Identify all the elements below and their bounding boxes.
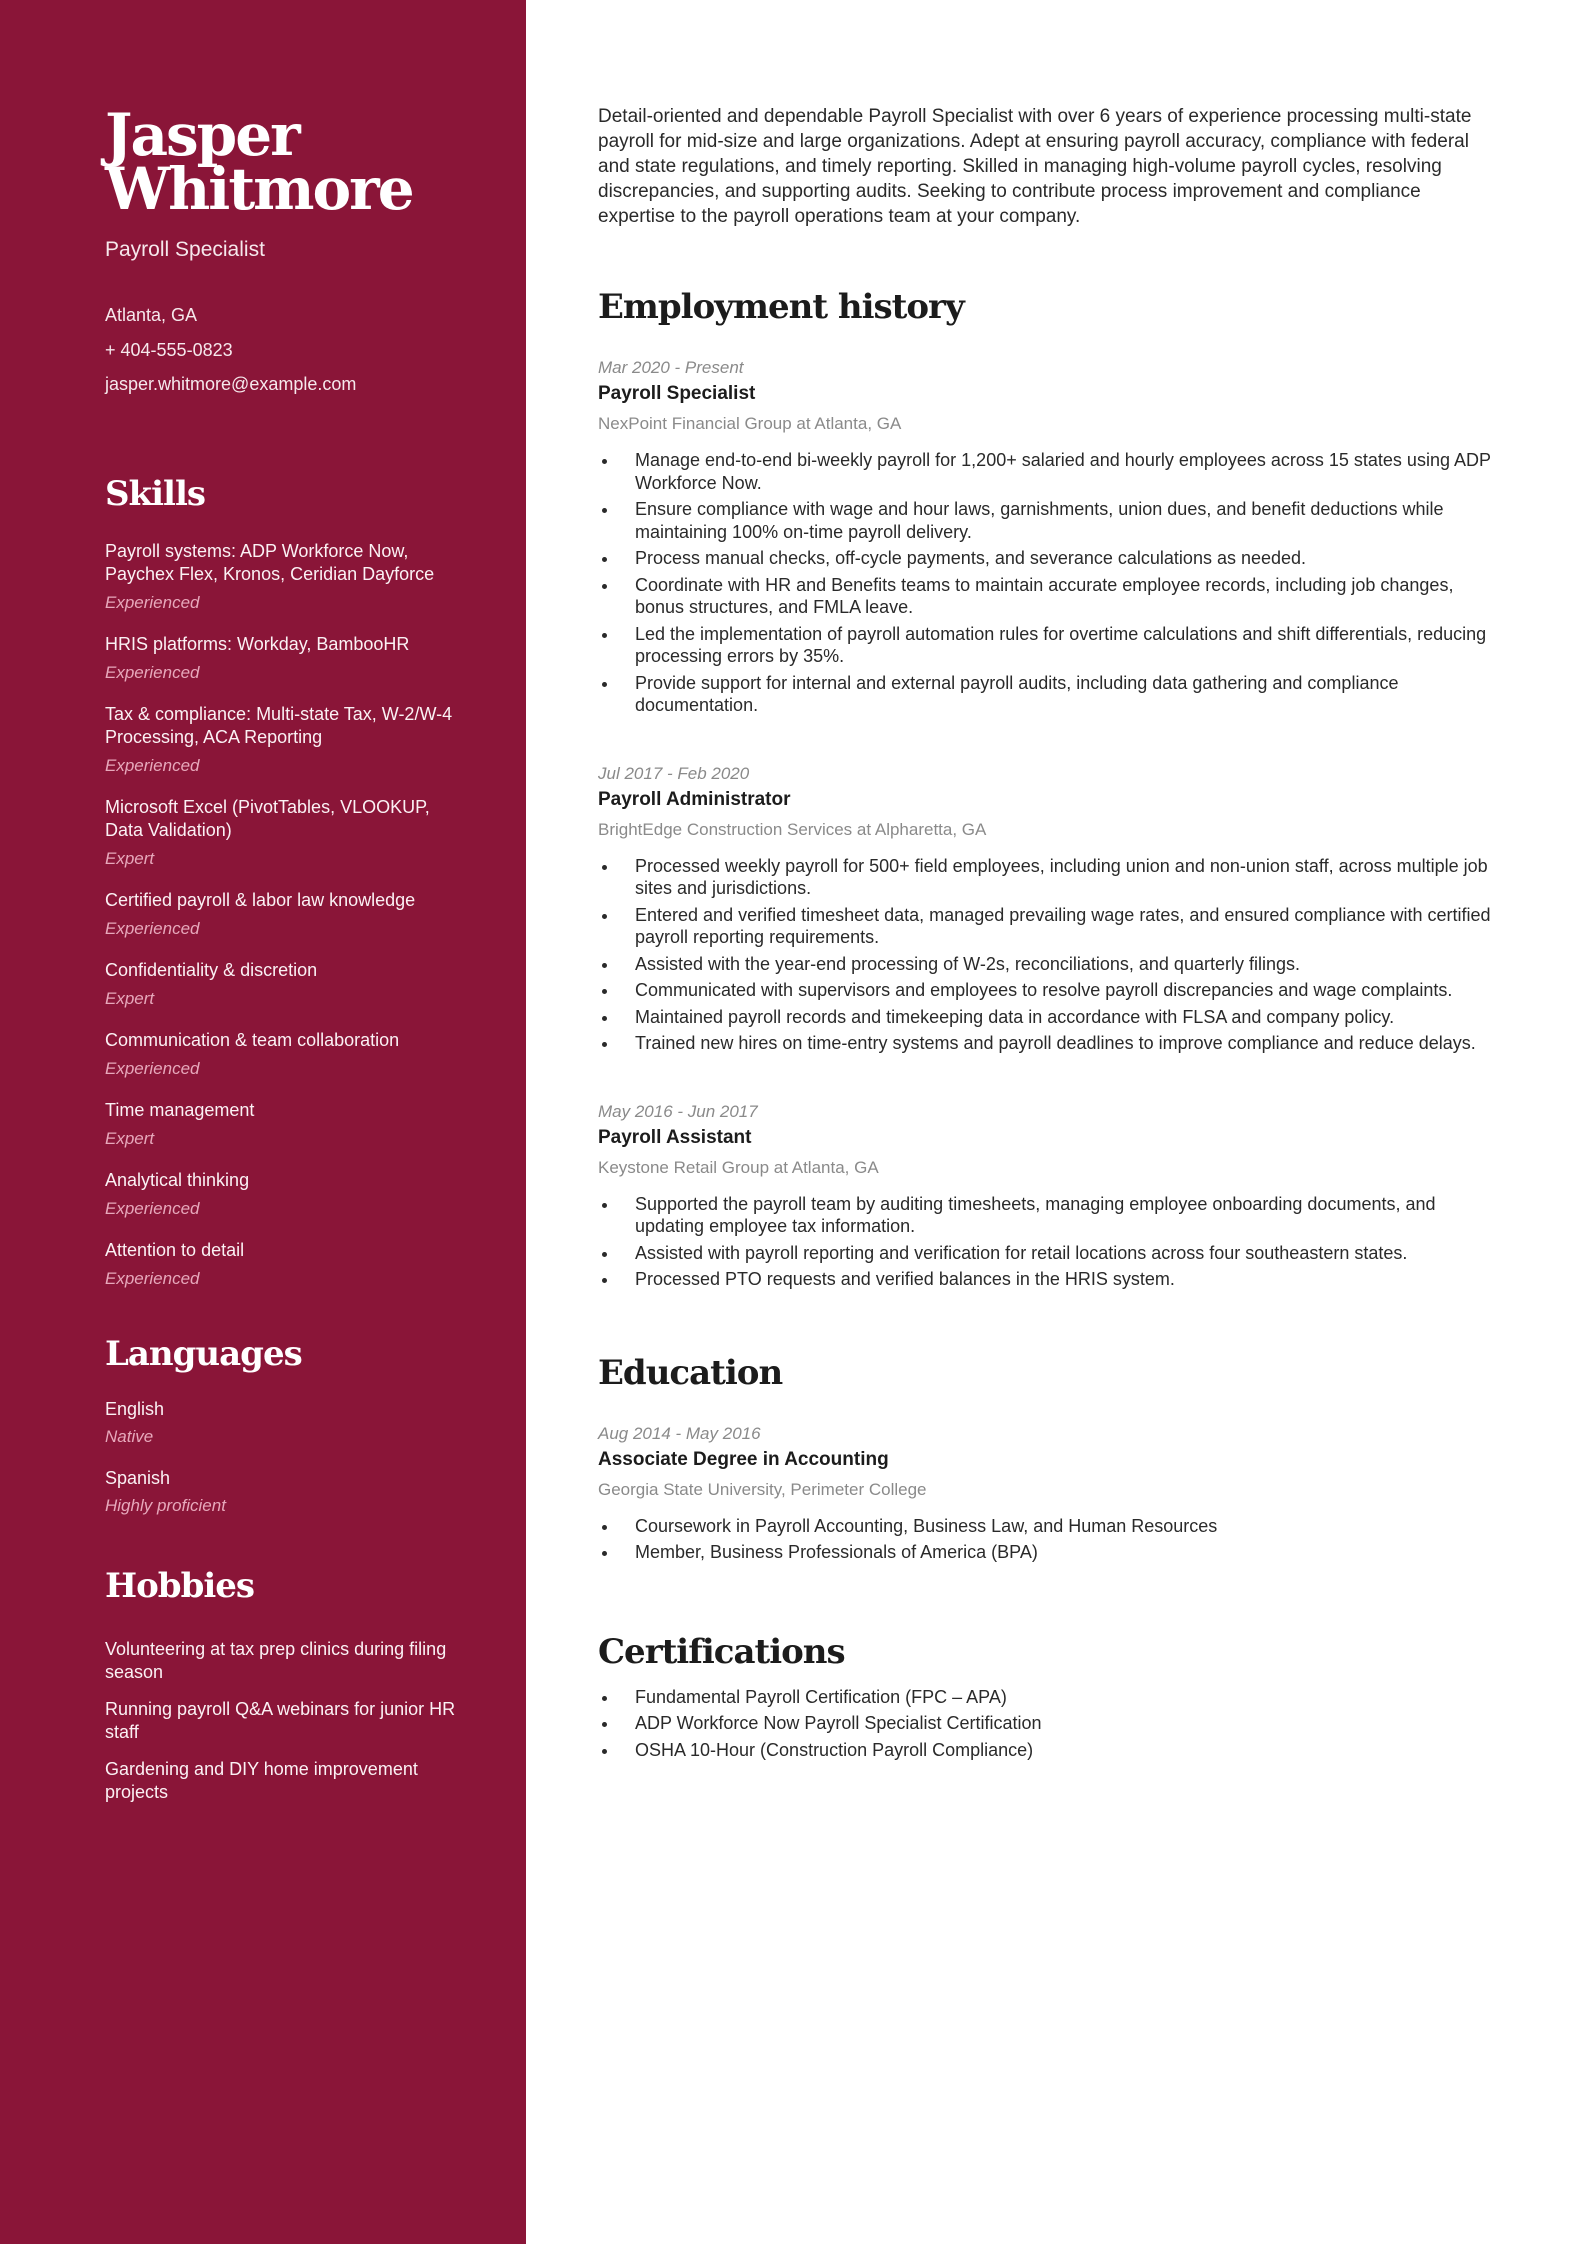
certification-item: OSHA 10-Hour (Construction Payroll Compliance)	[598, 1739, 1498, 1762]
first-name: Jasper	[105, 101, 299, 169]
skill-level: Experienced	[105, 662, 200, 682]
skill-level: Experienced	[105, 1268, 200, 1288]
skill-name: HRIS platforms: Workday, BambooHR	[105, 633, 410, 654]
bullet-item: Process manual checks, off-cycle payments, and severance calculations as needed.	[598, 547, 1498, 570]
job-title: Payroll Administrator	[598, 788, 791, 810]
education-heading: Education	[598, 1352, 783, 1393]
sidebar	[0, 0, 526, 2244]
skill-item	[105, 1029, 470, 1079]
candidate-name	[105, 101, 470, 223]
certifications-list	[598, 1686, 1498, 1762]
job-employer: Keystone Retail Group at Atlanta, GA	[598, 1157, 879, 1177]
skill-name: Certified payroll & labor law knowledge	[105, 889, 416, 910]
certifications-heading: Certifications	[598, 1631, 845, 1672]
skill-level: Experienced	[105, 592, 200, 612]
bullet-item: Led the implementation of payroll automation rules for overtime calculations and shift differentials, reducing processing errors by 35%.	[598, 623, 1498, 668]
bullet-item: Coordinate with HR and Benefits teams to maintain accurate employee records, including job changes, bonus structures, and FMLA leave.	[598, 574, 1498, 619]
skill-item	[105, 540, 470, 613]
skill-name: Time management	[105, 1099, 255, 1120]
language-item	[105, 1398, 470, 1447]
skill-name: Communication & team collaboration	[105, 1029, 400, 1050]
job-employer: BrightEdge Construction Services at Alpharetta, GA	[598, 819, 987, 839]
language-name: English	[105, 1398, 165, 1419]
skill-name: Microsoft Excel (PivotTables, VLOOKUP, Data Validation)	[105, 796, 430, 840]
languages-heading: Languages	[105, 1333, 302, 1374]
languages-list	[105, 1398, 470, 1516]
bullet-item: Entered and verified timesheet data, managed prevailing wage rates, and ensured compliance with certified payroll reporting requirements.	[598, 904, 1498, 949]
profile-summary: Detail-oriented and dependable Payroll Specialist with over 6 years of experience processing multi-state payroll for mid-size and large organizations. Adept at ensuring payroll accuracy, compliance with federal and state regulations, and timely reporting. Skilled in managing high-volume payroll cycles, resolving discrepancies, and supporting audits. Seeking to contribute process improvement and compliance expertise to the payroll operations team at your company.	[598, 106, 1472, 227]
language-level: Native	[105, 1426, 154, 1446]
job-title: Payroll Assistant	[598, 1126, 752, 1148]
skill-name: Tax & compliance: Multi-state Tax, W-2/W-4 Processing, ACA Reporting	[105, 703, 453, 747]
hobbies-list	[105, 1638, 470, 1804]
bullet-item: Member, Business Professionals of America (BPA)	[598, 1541, 1498, 1564]
job-bullets	[598, 1193, 1498, 1291]
certification-item: Fundamental Payroll Certification (FPC – APA)	[598, 1686, 1498, 1709]
bullet-item: Communicated with supervisors and employees to resolve payroll discrepancies and wage complaints.	[598, 979, 1498, 1002]
language-name: Spanish	[105, 1467, 171, 1488]
school: Georgia State University, Perimeter College	[598, 1479, 927, 1499]
job-dates: May 2016 - Jun 2017	[598, 1101, 758, 1121]
skill-level: Experienced	[105, 1058, 200, 1078]
bullet-item: Maintained payroll records and timekeeping data in accordance with FLSA and company policy.	[598, 1006, 1498, 1029]
skill-item	[105, 633, 470, 683]
job-dates: Mar 2020 - Present	[598, 358, 744, 377]
bullet-item: Coursework in Payroll Accounting, Business Law, and Human Resources	[598, 1515, 1498, 1538]
language-item	[105, 1467, 470, 1516]
last-name: Whitmore	[105, 155, 413, 223]
education-entry	[598, 1423, 1498, 1564]
bullet-item: Ensure compliance with wage and hour laws, garnishments, union dues, and benefit deductions while maintaining 100% on-time payroll delivery.	[598, 498, 1498, 543]
skill-level: Experienced	[105, 755, 200, 775]
skill-item	[105, 1099, 470, 1149]
job-employer: NexPoint Financial Group at Atlanta, GA	[598, 414, 902, 433]
job-entry	[598, 763, 1498, 1055]
job-dates: Jul 2017 - Feb 2020	[598, 763, 750, 783]
job-title: Payroll Specialist	[598, 383, 756, 404]
skill-name: Analytical thinking	[105, 1169, 250, 1190]
skill-item	[105, 959, 470, 1009]
location: Atlanta, GA	[105, 305, 198, 325]
contact-info	[105, 298, 470, 402]
job-bullets	[598, 855, 1498, 1055]
skill-level: Expert	[105, 988, 155, 1008]
certification-item: ADP Workforce Now Payroll Specialist Certification	[598, 1712, 1498, 1735]
bullet-item: Assisted with the year-end processing of W-2s, reconciliations, and quarterly filings.	[598, 953, 1498, 976]
hobby-item: Gardening and DIY home improvement projects	[105, 1758, 418, 1802]
job-entry	[598, 357, 1498, 717]
skill-name: Confidentiality & discretion	[105, 959, 318, 980]
skills-heading: Skills	[105, 473, 206, 514]
job-entry	[598, 1101, 1498, 1291]
skill-name: Attention to detail	[105, 1239, 245, 1260]
skill-item	[105, 1169, 470, 1219]
skill-level: Experienced	[105, 918, 200, 938]
hobby-item: Volunteering at tax prep clinics during filing season	[105, 1638, 447, 1682]
skills-list	[105, 540, 470, 1289]
hobby-item: Running payroll Q&A webinars for junior HR staff	[105, 1698, 456, 1742]
bullet-item: Provide support for internal and external payroll audits, including data gathering and compliance documentation.	[598, 672, 1498, 717]
bullet-item: Processed PTO requests and verified balances in the HRIS system.	[598, 1268, 1498, 1291]
bullet-item: Supported the payroll team by auditing timesheets, managing employee onboarding documents, and updating employee tax information.	[598, 1193, 1498, 1238]
main-content	[598, 104, 1498, 1765]
skill-item	[105, 1239, 470, 1289]
employment-heading: Employment history	[598, 287, 964, 327]
language-level: Highly proficient	[105, 1495, 226, 1515]
skill-item	[105, 889, 470, 939]
email: jasper.whitmore@example.com	[105, 374, 357, 394]
skill-level: Experienced	[105, 1198, 200, 1218]
skill-item	[105, 796, 470, 869]
bullet-item: Manage end-to-end bi-weekly payroll for 1,200+ salaried and hourly employees across 15 states using ADP Workforce Now.	[598, 449, 1498, 494]
skill-name: Payroll systems: ADP Workforce Now, Paychex Flex, Kronos, Ceridian Dayforce	[105, 540, 435, 584]
skill-item	[105, 703, 470, 776]
hobbies-heading: Hobbies	[105, 1565, 255, 1606]
job-bullets	[598, 449, 1498, 717]
bullet-item: Assisted with payroll reporting and verification for retail locations across four southeastern states.	[598, 1242, 1498, 1265]
skill-level: Expert	[105, 848, 155, 868]
phone: + 404-555-0823	[105, 339, 233, 360]
bullet-item: Trained new hires on time-entry systems and payroll deadlines to improve compliance and reduce delays.	[598, 1032, 1498, 1055]
degree: Associate Degree in Accounting	[598, 1448, 889, 1470]
bullet-item: Processed weekly payroll for 500+ field employees, including union and non-union staff, across multiple job sites and jurisdictions.	[598, 855, 1498, 900]
education-dates: Aug 2014 - May 2016	[598, 1423, 761, 1443]
education-bullets	[598, 1515, 1498, 1564]
job-title: Payroll Specialist	[105, 238, 265, 261]
skill-level: Expert	[105, 1128, 155, 1148]
